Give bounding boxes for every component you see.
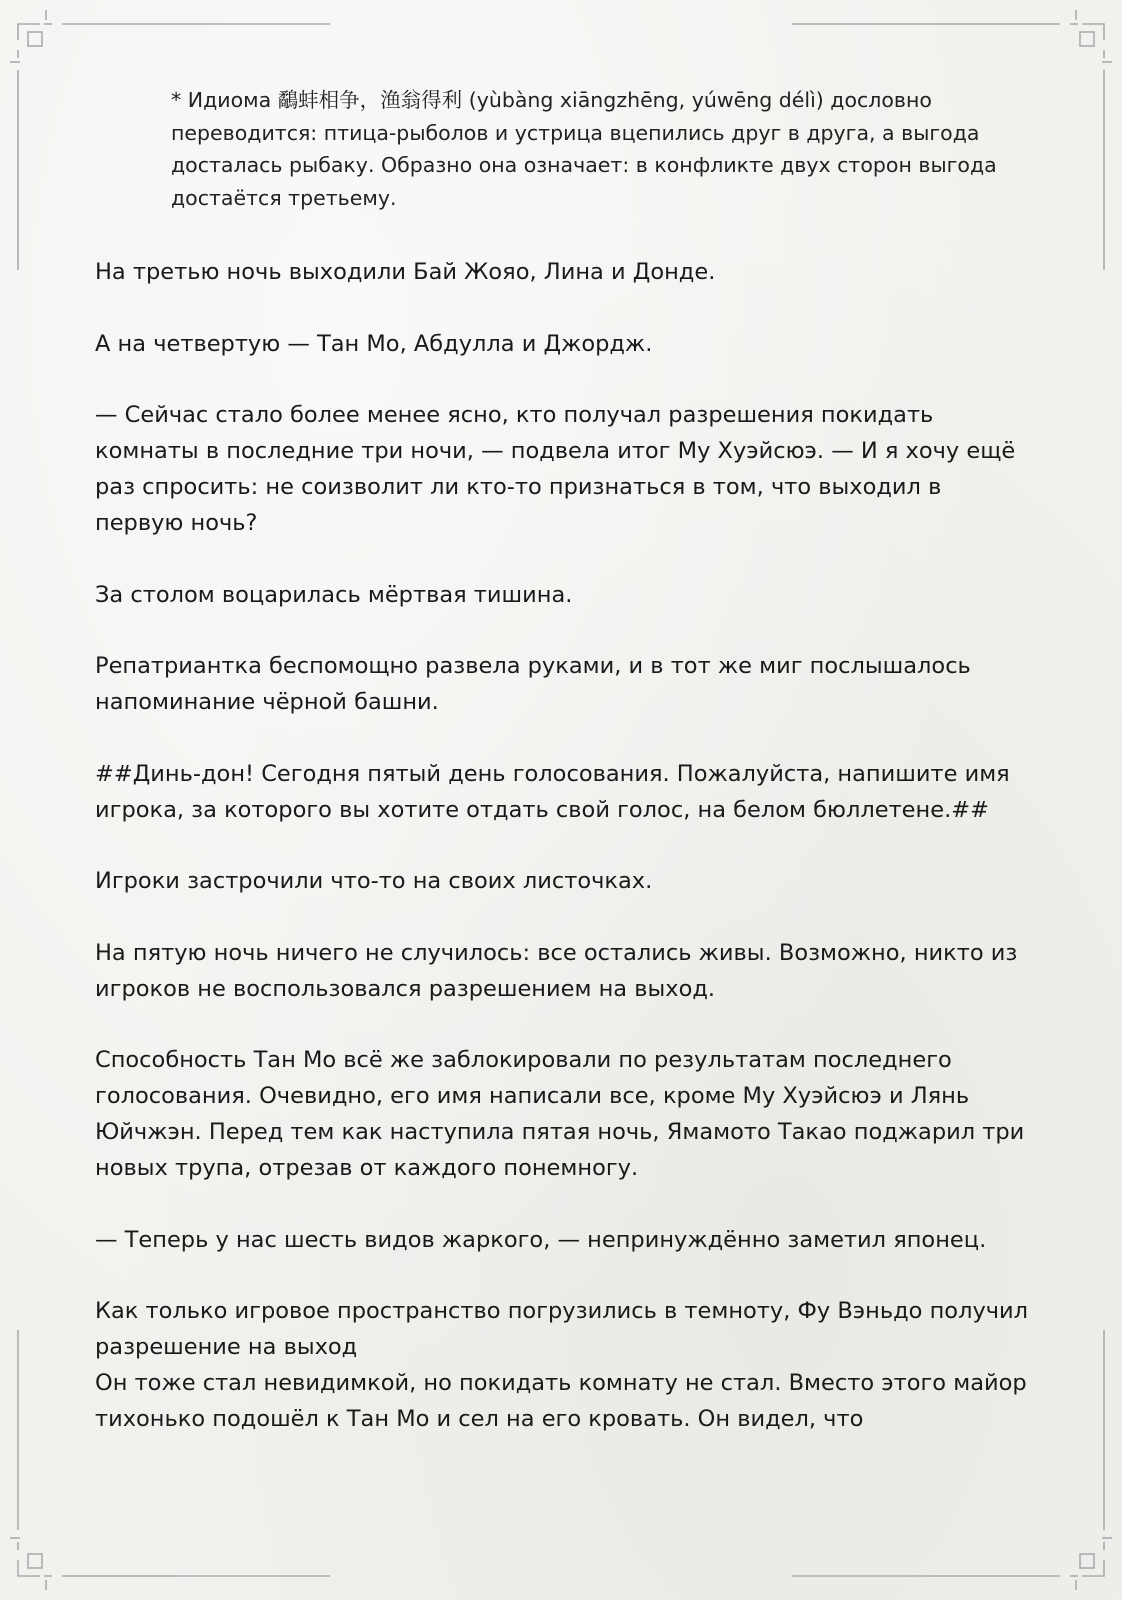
- paragraph: Способность Тан Мо всё же заблокировали по результатам последнего голосования. Очевидно, его имя написали все, кроме Му Хуэйсюэ и Лянь Юйчжэн. Перед тем как наступила пятая ночь, Ямамото Такао поджарил три новых трупа, отрезав от каждого понемногу.: [95, 1047, 1025, 1181]
- paragraph: Игроки застрочили что-то на своих листочках.: [95, 868, 653, 894]
- paragraph: На пятую ночь ничего не случилось: все остались живы. Возможно, никто из игроков не воспользовался разрешением на выход.: [95, 939, 1018, 1002]
- paragraph: ##Динь-дон! Сегодня пятый день голосования. Пожалуйста, напишите имя игрока, за которого вы хотите отдать свой голос, на белом бюллетене.##: [95, 760, 1010, 823]
- paragraph: — Теперь у нас шесть видов жаркого, — непринуждённо заметил японец.: [95, 1226, 987, 1253]
- paragraph: А на четвертую — Тан Мо, Абдулла и Джордж.: [95, 330, 653, 357]
- paragraph: На третью ночь выходили Бай Жояо, Лина и Донде.: [95, 259, 716, 285]
- main-text: [95, 254, 1035, 1437]
- paragraph: За столом воцарилась мёртвая тишина.: [95, 581, 573, 608]
- paragraph: Как только игровое пространство погрузились в темноту, Фу Вэньдо получил разрешение на выход: [95, 1298, 1029, 1360]
- paragraph: — Сейчас стало более менее ясно, кто получал разрешения покидать комнаты в последние три ночи, — подвела итог Му Хуэйсюэ. — И я хочу ещё раз спросить: не соизволит ли кто-то признаться в том, что выходил в первую ночь?: [95, 402, 1016, 536]
- paragraph: Репатриантка беспомощно развела руками, и в тот же миг послышалось напоминание чёрной башни.: [95, 653, 971, 715]
- paragraph: Он тоже стал невидимкой, но покидать комнату не стал. Вместо этого майор тихонько подошёл к Тан Мо и сел на его кровать. Он видел, что: [95, 1370, 1027, 1432]
- footnote: * Идиома 鷸蚌相争，渔翁得利 (yùbàng xiāngzhēng, yúwēng délì) дословно переводится: птица-рыболов и устрица вцепились друг в друга, а выгода досталась рыбаку. Образно она означает: в конфликте двух сторон выгода достаётся третьему.: [171, 88, 997, 210]
